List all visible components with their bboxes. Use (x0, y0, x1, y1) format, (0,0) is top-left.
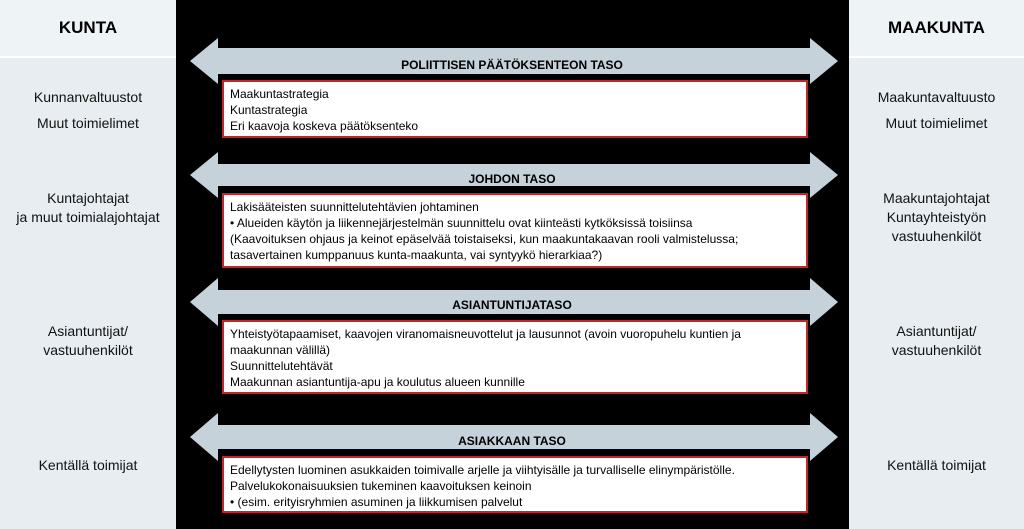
kunta-label-1-line-2: Muut toimielimet (37, 115, 139, 131)
level-2-title: JOHDON TASO (468, 172, 556, 186)
level-1-box (222, 80, 808, 138)
level-1-line: Eri kaavoja koskeva päätöksenteko (230, 119, 419, 133)
maakunta-label-1-line-1: Maakuntavaltuusto (877, 89, 996, 105)
level-2-line: tasavertainen kumppanuus kunta-maakunta, vai syntyykö hierarkiaa?) (230, 248, 603, 262)
kunta-label-3-line-2: vastuuhenkilöt (43, 342, 133, 358)
maakunta-label-1-line-2: Muut toimielimet (885, 115, 988, 131)
maakunta-header: MAAKUNTA (849, 0, 1024, 58)
kunta-label-3-line-1: Asiantuntijat/ (47, 323, 129, 339)
level-1-line: Maakuntastrategia (230, 87, 329, 101)
maakunta-label-2-line-1: Maakuntajohtajat (883, 190, 990, 206)
level-1-line: Kuntastrategia (230, 103, 308, 117)
level-2-line: Lakisääteisten suunnittelutehtävien johtaminen (230, 200, 479, 214)
maakunta-label-2-line-2: Kuntayhteistyön (886, 209, 987, 225)
kunta-header: KUNTA (0, 0, 176, 58)
level-1-title: POLIITTISEN PÄÄTÖKSENTEON TASO (401, 58, 623, 72)
maakunta-label-2-line-3: vastuuhenkilöt (891, 228, 982, 244)
level-3-line: Suunnittelutehtävät (230, 359, 333, 373)
level-3-line: maakunnan välillä) (230, 343, 331, 357)
level-4-line: • (esim. erityisryhmien asuminen ja liikkumisen palvelut (230, 495, 523, 509)
level-2-line: (Kaavoituksen ohjaus ja keinot epäselvää toistaiseksi, kun maakuntakaavan rooli valmistelussa; (230, 232, 739, 246)
level-3-line: Yhteistyötapaamiset, kaavojen viranomaisneuvottelut ja lausunnot (avoin vuoropuhelu kuntien ja (230, 327, 741, 341)
maakunta-label-3-line-2: vastuuhenkilöt (891, 342, 982, 358)
kunta-label-1-line-1: Kunnanvaltuustot (33, 89, 143, 105)
level-4-title: ASIAKKAAN TASO (458, 434, 566, 448)
level-4-line: Palvelukokonaisuuksien tukeminen kaavoituksen keinoin (230, 479, 532, 493)
level-4-line: Edellytysten luominen asukkaiden toimivalle arjelle ja viihtyisälle ja turvalliselle elinympäristölle. (230, 463, 735, 477)
kunta-label-2-line-2: ja muut toimialajohtajat (16, 209, 160, 225)
level-2-line: • Alueiden käytön ja liikennejärjestelmän suunnittelu ovat kiinteästi kytköksissä toisiinsa (230, 216, 693, 230)
level-3-line: Maakunnan asiantuntija-apu ja koulutus alueen kunnille (230, 375, 525, 389)
kunta-label-2-line-1: Kuntajohtajat (47, 190, 129, 206)
level-4-box (222, 456, 808, 513)
level-3-box (222, 320, 808, 394)
level-3-title: ASIANTUNTIJATASO (452, 298, 572, 312)
level-2-box (222, 193, 808, 268)
maakunta-label-3-line-1: Asiantuntijat/ (896, 323, 977, 339)
kunta-label-4-line-1: Kentällä toimijat (38, 457, 138, 473)
maakunta-label-4-line-1: Kentällä toimijat (887, 457, 986, 473)
